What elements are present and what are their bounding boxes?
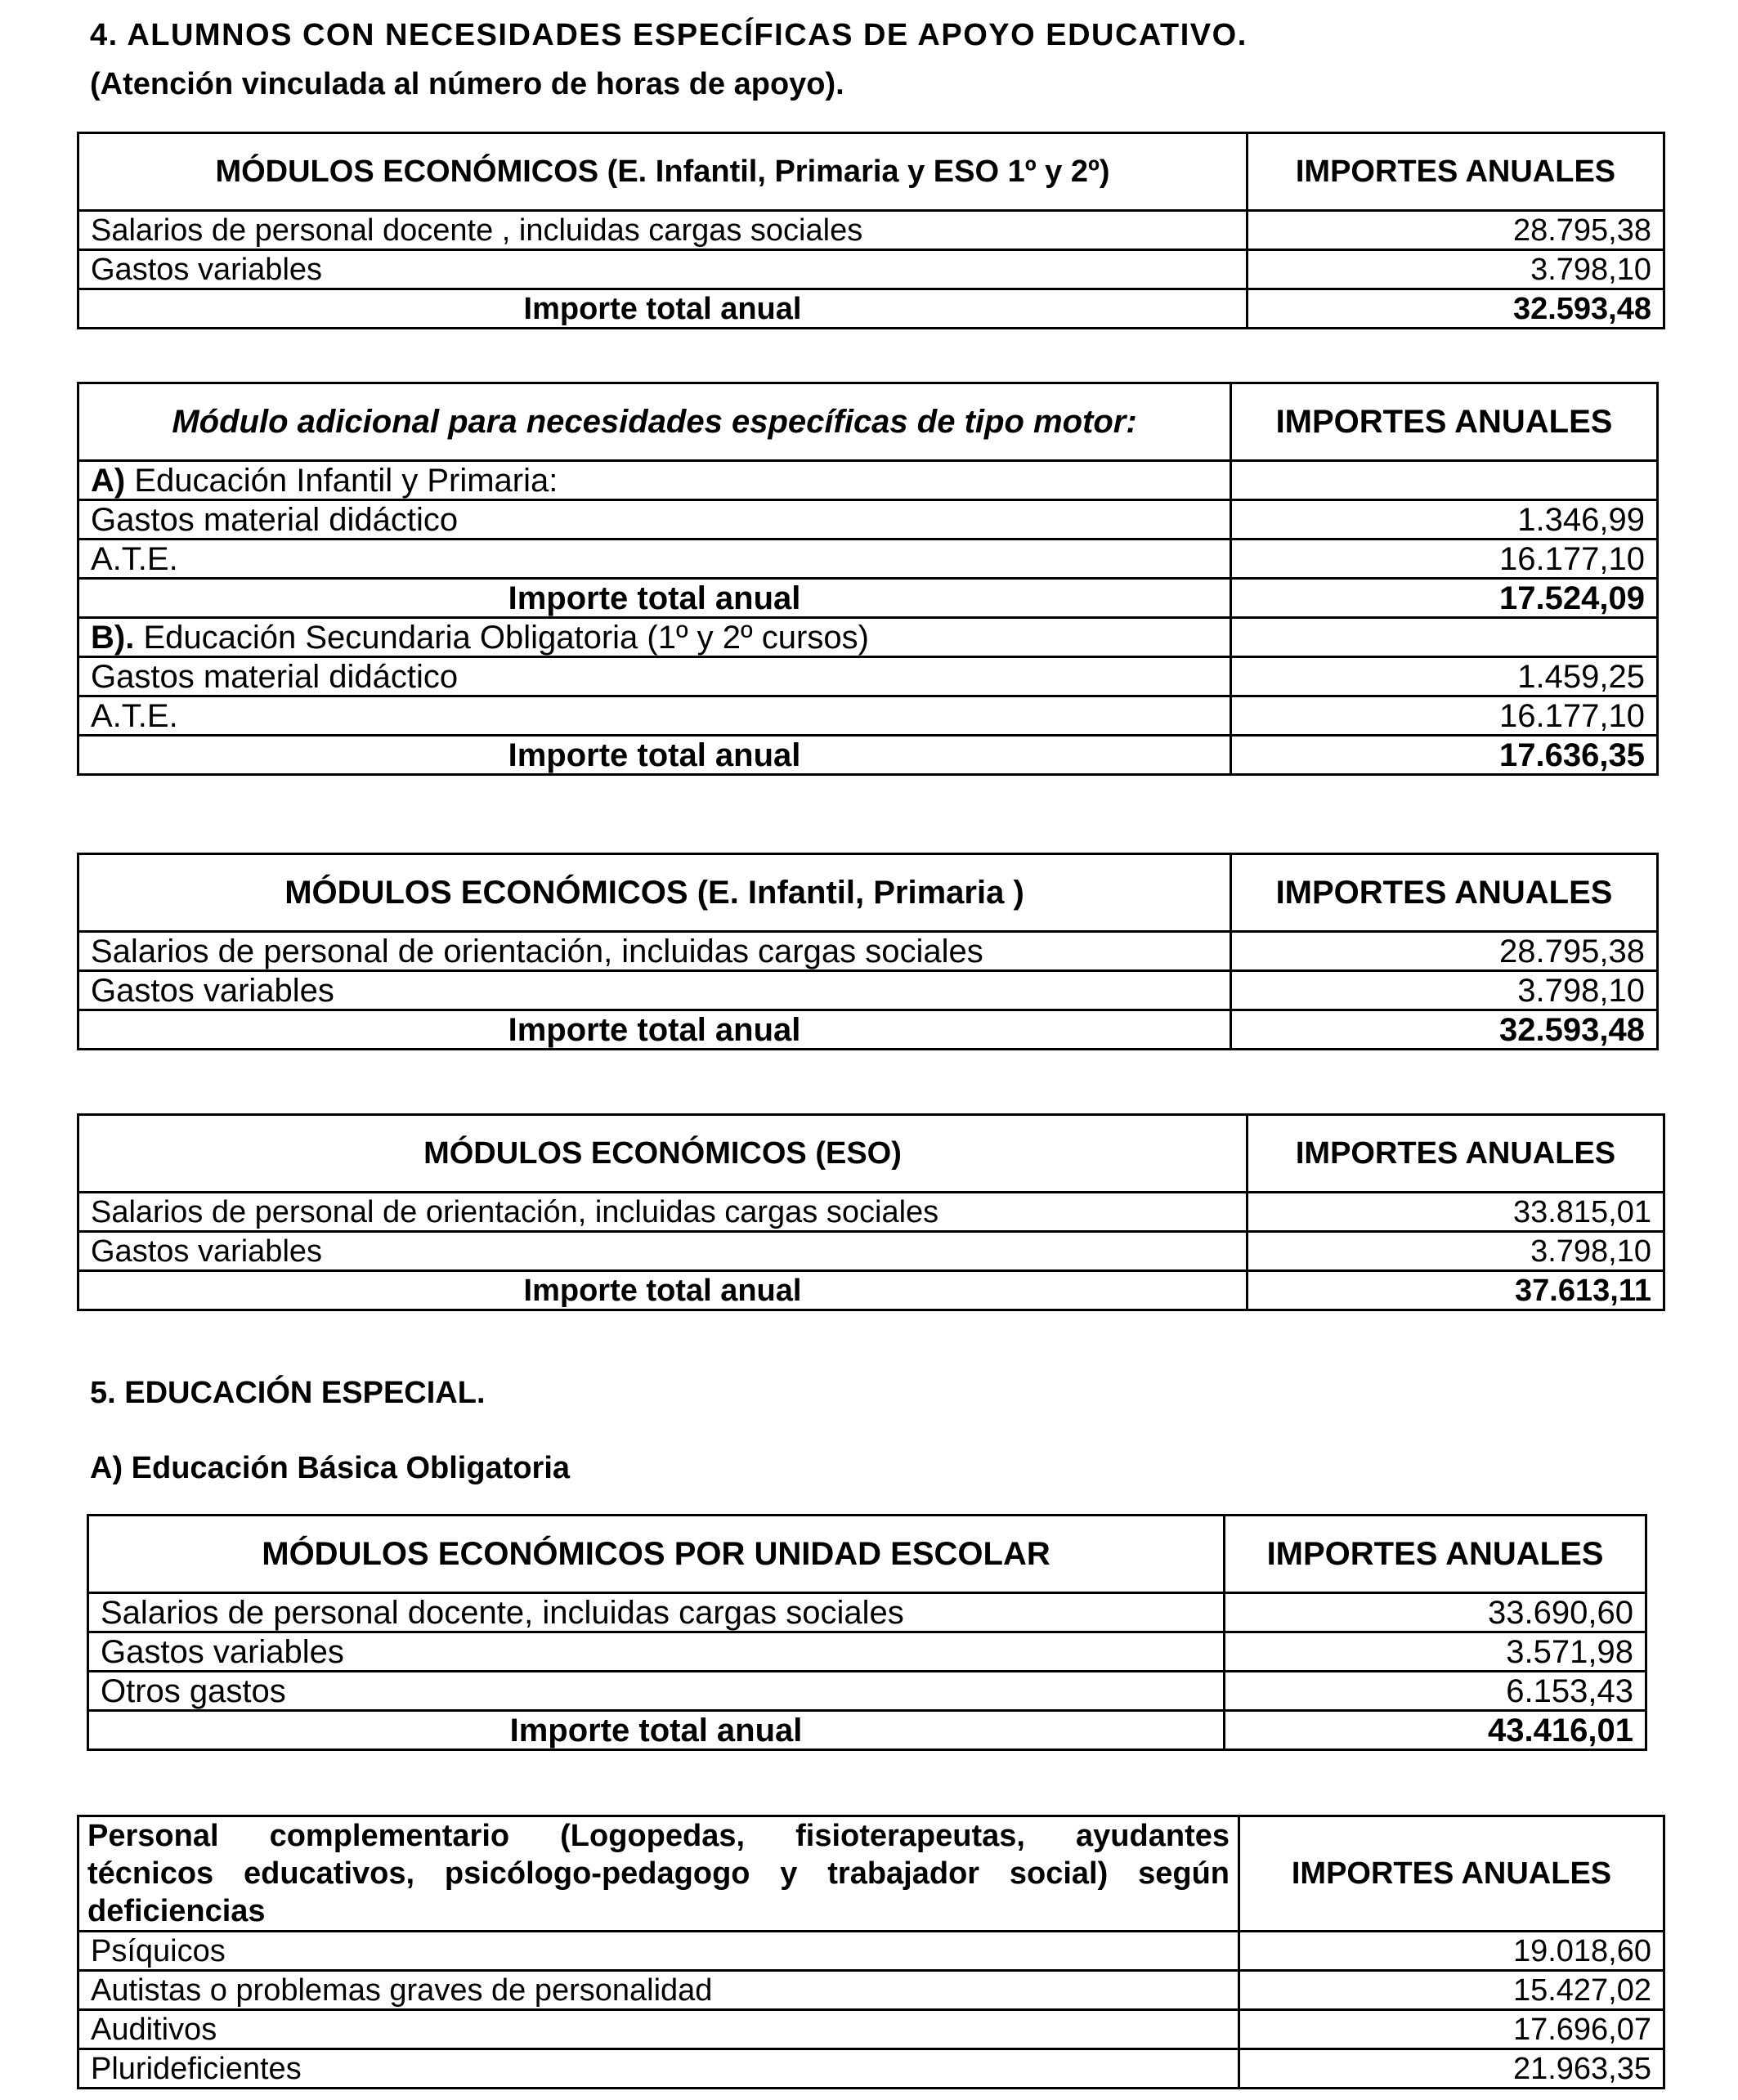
group-b-prefix: B).: [91, 619, 135, 656]
table-row: [78, 2049, 1664, 2089]
row-label: Gastos material didáctico: [78, 500, 1231, 540]
table-row: [78, 500, 1658, 540]
row-label: Salarios de personal de orientación, incluidas cargas sociales: [78, 1193, 1248, 1232]
table-row: [78, 250, 1664, 289]
row-value: 21.963,35: [1239, 2049, 1664, 2089]
table-row: [88, 1593, 1646, 1632]
row-value: 19.018,60: [1239, 1932, 1664, 1971]
table-header-row: [78, 1115, 1664, 1193]
table-header-row: [78, 854, 1658, 932]
group-b-row: [78, 618, 1658, 657]
modulos-economicos-infantil-primaria-eso-table: [77, 132, 1665, 329]
section-4-title: 4. ALUMNOS CON NECESIDADES ESPECÍFICAS DE APOYO EDUCATIVO.: [90, 18, 1248, 52]
row-label: Gastos variables: [78, 250, 1248, 289]
total-value: 17.524,09: [1231, 579, 1658, 618]
modulos-economicos-eso-table: [77, 1113, 1665, 1311]
row-value: 6.153,43: [1225, 1672, 1646, 1711]
total-row: [78, 1271, 1664, 1310]
total-value: 37.613,11: [1248, 1271, 1664, 1310]
row-label: Gastos material didáctico: [78, 657, 1231, 696]
amount-header: IMPORTES ANUALES: [1231, 854, 1658, 932]
table-row: [78, 1193, 1664, 1232]
amount-header: IMPORTES ANUALES: [1248, 1115, 1664, 1193]
row-value: 3.798,10: [1248, 250, 1664, 289]
row-value: 28.795,38: [1248, 211, 1664, 250]
table-header: [78, 1816, 1239, 1932]
row-value: 33.815,01: [1248, 1193, 1664, 1232]
total-label: Importe total anual: [78, 579, 1231, 618]
header-line-2: técnicos educativos, psicólogo-pedagogo y trabajador social) según: [87, 1856, 1230, 1891]
total-value: 17.636,35: [1231, 736, 1658, 775]
row-value: 1.459,25: [1231, 657, 1658, 696]
total-row: [78, 289, 1664, 329]
total-value: 32.593,48: [1248, 289, 1664, 329]
table-row: [78, 1232, 1664, 1271]
amount-header: IMPORTES ANUALES: [1248, 133, 1664, 211]
total-row: [88, 1711, 1646, 1750]
amount-header: IMPORTES ANUALES: [1231, 383, 1658, 461]
table-row: [78, 971, 1658, 1010]
row-value: 16.177,10: [1231, 696, 1658, 736]
group-a-row: [78, 461, 1658, 500]
table-header-row: [88, 1516, 1646, 1593]
row-label: Salarios de personal de orientación, incluidas cargas sociales: [78, 932, 1231, 971]
row-value: 3.798,10: [1231, 971, 1658, 1010]
table-row: [78, 540, 1658, 579]
row-value: 33.690,60: [1225, 1593, 1646, 1632]
row-label: Autistas o problemas graves de personalidad: [78, 1971, 1239, 2010]
table-header-row: [78, 133, 1664, 211]
table-row: [78, 696, 1658, 736]
empty-cell: [1231, 618, 1658, 657]
total-row: [78, 579, 1658, 618]
row-label: Gastos variables: [78, 971, 1231, 1010]
row-value: 17.696,07: [1239, 2010, 1664, 2049]
row-label: Gastos variables: [88, 1632, 1225, 1672]
section-4-subtitle: (Atención vinculada al número de horas de apoyo).: [90, 67, 844, 101]
row-label: Plurideficientes: [78, 2049, 1239, 2089]
total-label: Importe total anual: [78, 1010, 1231, 1050]
group-a-prefix: A): [91, 462, 126, 499]
total-value: 32.593,48: [1231, 1010, 1658, 1050]
row-label: Auditivos: [78, 2010, 1239, 2049]
section-5-title: 5. EDUCACIÓN ESPECIAL.: [90, 1376, 486, 1410]
table-header-row: [78, 1816, 1664, 1932]
table-header: Módulo adicional para necesidades específicas de tipo motor:: [78, 383, 1231, 461]
row-label: Gastos variables: [78, 1232, 1248, 1271]
total-row: [78, 736, 1658, 775]
row-label: Otros gastos: [88, 1672, 1225, 1711]
row-value: 1.346,99: [1231, 500, 1658, 540]
total-label: Importe total anual: [78, 736, 1231, 775]
table-row: [78, 1932, 1664, 1971]
table-header-row: [78, 383, 1658, 461]
header-line-1: Personal complementario (Logopedas, fisioterapeutas, ayudantes: [87, 1819, 1230, 1853]
table-row: [88, 1632, 1646, 1672]
table-row: [78, 657, 1658, 696]
modulo-adicional-motor-table: [77, 382, 1659, 776]
amount-header: IMPORTES ANUALES: [1239, 1816, 1664, 1932]
group-a-text: Educación Infantil y Primaria:: [125, 462, 558, 499]
table-header: MÓDULOS ECONÓMICOS (E. Infantil, Primaria y ESO 1º y 2º): [78, 133, 1248, 211]
group-b-text: Educación Secundaria Obligatoria (1º y 2º cursos): [134, 619, 869, 656]
empty-cell: [1231, 461, 1658, 500]
total-label: Importe total anual: [78, 289, 1248, 329]
total-value: 43.416,01: [1225, 1711, 1646, 1750]
row-value: 3.571,98: [1225, 1632, 1646, 1672]
amount-header: IMPORTES ANUALES: [1225, 1516, 1646, 1593]
table-row: [78, 932, 1658, 971]
row-value: 15.427,02: [1239, 1971, 1664, 2010]
row-value: 3.798,10: [1248, 1232, 1664, 1271]
row-label: A.T.E.: [78, 696, 1231, 736]
table-row: [88, 1672, 1646, 1711]
personal-complementario-table: [77, 1815, 1665, 2089]
row-label: Salarios de personal docente , incluidas cargas sociales: [78, 211, 1248, 250]
section-5-subtitle: A) Educación Básica Obligatoria: [90, 1451, 571, 1485]
row-label: Salarios de personal docente, incluidas cargas sociales: [88, 1593, 1225, 1632]
modulos-economicos-unidad-escolar-table: [87, 1514, 1647, 1751]
table-row: [78, 1971, 1664, 2010]
total-label: Importe total anual: [88, 1711, 1225, 1750]
modulos-economicos-infantil-primaria-table: [77, 853, 1659, 1050]
row-value: 28.795,38: [1231, 932, 1658, 971]
group-a-label: [78, 461, 1231, 500]
table-header: MÓDULOS ECONÓMICOS POR UNIDAD ESCOLAR: [88, 1516, 1225, 1593]
table-row: [78, 211, 1664, 250]
table-header: MÓDULOS ECONÓMICOS (ESO): [78, 1115, 1248, 1193]
row-label: A.T.E.: [78, 540, 1231, 579]
row-value: 16.177,10: [1231, 540, 1658, 579]
table-row: [78, 2010, 1664, 2049]
group-b-label: [78, 618, 1231, 657]
total-label: Importe total anual: [78, 1271, 1248, 1310]
row-label: Psíquicos: [78, 1932, 1239, 1971]
table-header: MÓDULOS ECONÓMICOS (E. Infantil, Primaria ): [78, 854, 1231, 932]
header-line-3: deficiencias: [87, 1894, 266, 1928]
total-row: [78, 1010, 1658, 1050]
